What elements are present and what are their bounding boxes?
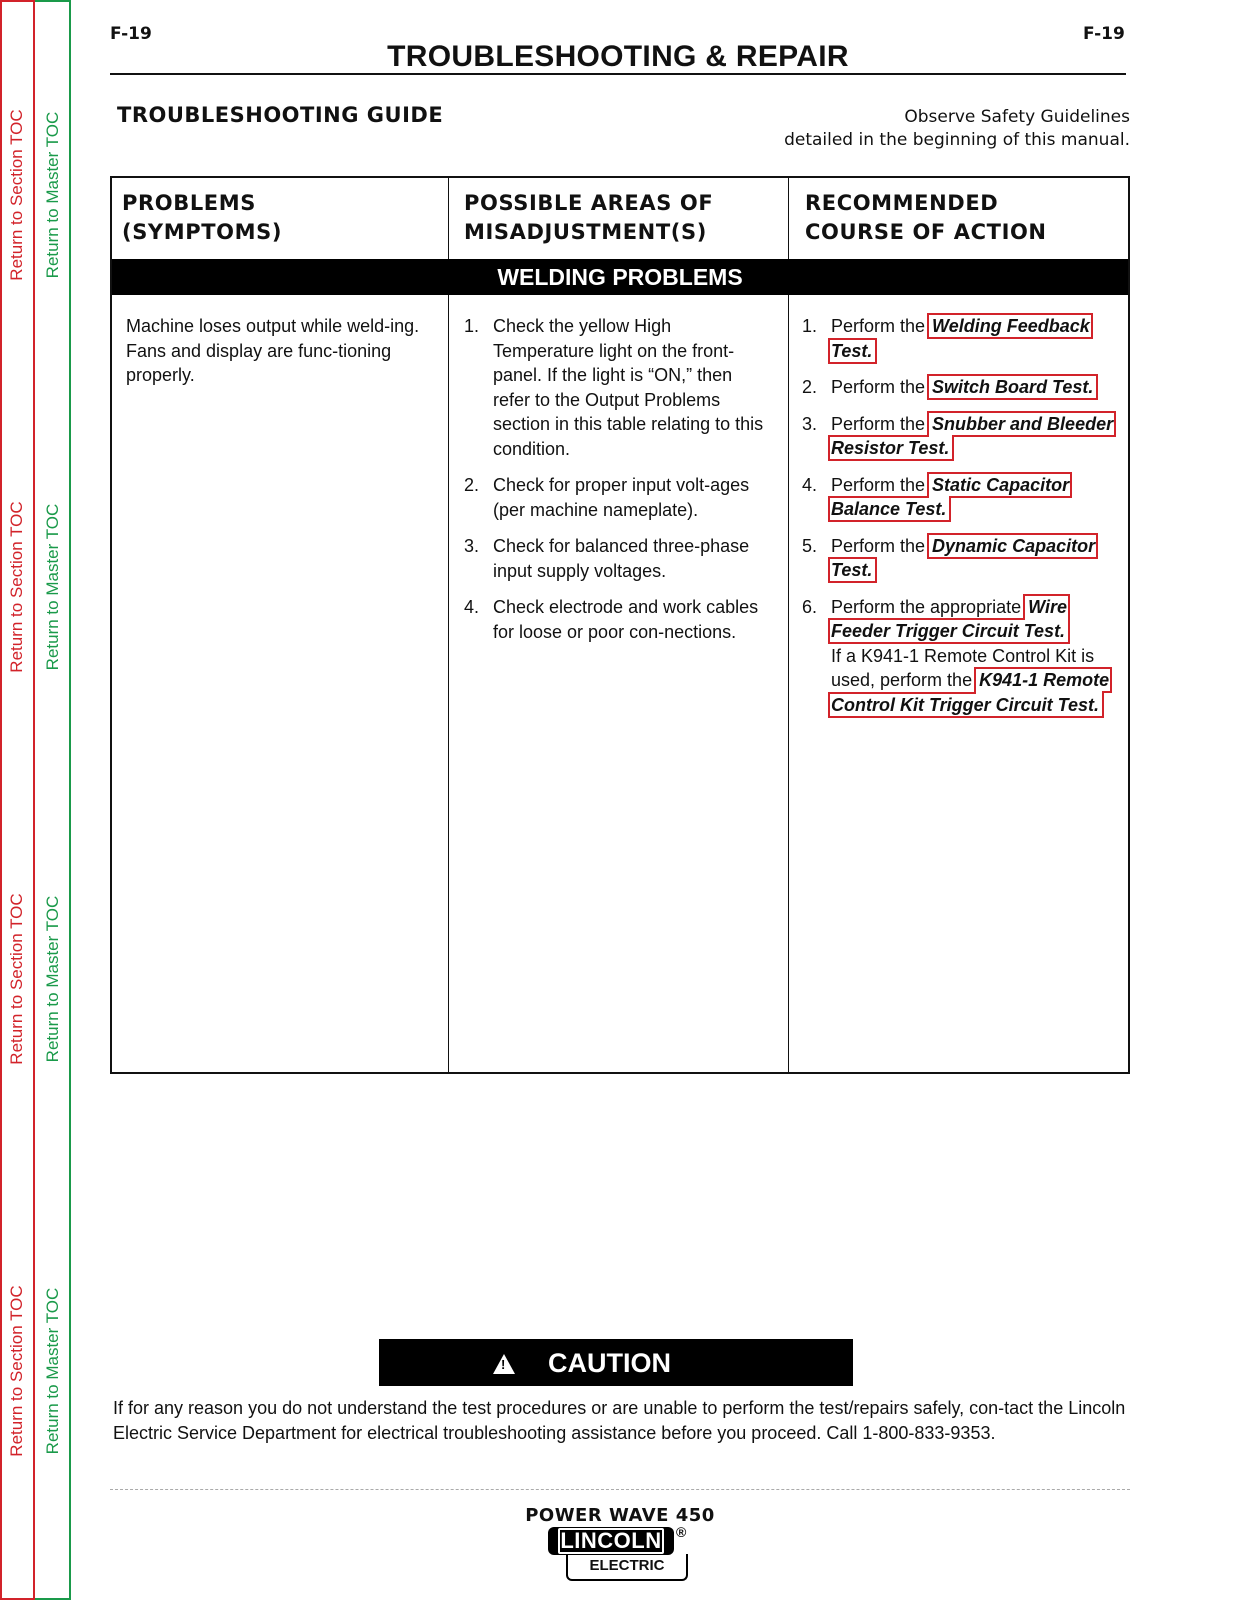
list-item: 6. Perform the appropriate Wire Feeder Trigger Circuit Test. If a K941-1 Remote Control Kit is used, perform the K941-1 Remote Control Kit Trigger Circuit Test.	[802, 596, 1110, 715]
logo-top: LINCOLN	[548, 1527, 674, 1555]
wire-feeder-trigger-circuit-test-link[interactable]: Wire Feeder Trigger Circuit Test.	[831, 596, 1067, 641]
page-number-right: F-19	[1083, 24, 1125, 44]
switch-board-test-link[interactable]: Switch Board Test.	[932, 377, 1094, 397]
model-name: POWER WAVE 450	[525, 1505, 715, 1526]
safety-note	[640, 106, 1130, 152]
warning-triangle-icon: !	[493, 1354, 515, 1374]
list-item: 3. Check for balanced three-phase input supply voltages.	[464, 536, 750, 581]
guide-title: TROUBLESHOOTING GUIDE	[117, 103, 444, 127]
return-to-section-toc-link[interactable]: Return to Section TOC	[7, 893, 26, 1065]
return-to-master-toc-link[interactable]: Return to Master TOC	[43, 895, 62, 1063]
column-divider	[788, 178, 789, 1072]
k941-remote-control-kit-trigger-circuit-test-link[interactable]: K941-1 Remote Control Kit Trigger Circuit Test.	[831, 670, 1110, 715]
lincoln-electric-logo	[548, 1524, 698, 1589]
page-title: TROUBLESHOOTING & REPAIR	[387, 40, 849, 73]
header-problems: PROBLEMS (SYMPTOMS)	[122, 191, 283, 244]
column-divider	[448, 178, 449, 1072]
return-to-master-toc-link[interactable]: Return to Master TOC	[43, 111, 62, 279]
actions-cell	[802, 314, 1118, 729]
return-to-section-toc-link[interactable]: Return to Section TOC	[7, 1285, 26, 1457]
page-number-left: F-19	[110, 24, 152, 44]
problem-cell: Machine loses output while weld-ing. Fans and display are func-tioning properly.	[126, 316, 420, 385]
caution-banner	[379, 1339, 853, 1386]
misadjustments-cell	[464, 314, 774, 656]
section-band-welding-problems: WELDING PROBLEMS	[112, 259, 1128, 295]
safety-note-line1: Observe Safety Guidelines	[904, 107, 1130, 127]
return-to-section-toc-link[interactable]: Return to Section TOC	[7, 501, 26, 673]
snubber-bleeder-resistor-test-link[interactable]: Snubber and Bleeder Resistor Test.	[831, 413, 1114, 458]
header-course-of-action: RECOMMENDED COURSE OF ACTION	[805, 191, 1047, 244]
return-to-section-toc-link[interactable]: Return to Section TOC	[7, 109, 26, 281]
caution-label: CAUTION	[548, 1348, 671, 1378]
list-item: 4. Perform the Static Capacitor Balance Test.	[802, 474, 1070, 519]
safety-note-line2: detailed in the beginning of this manual.	[784, 130, 1130, 150]
list-item: 3. Perform the Snubber and Bleeder Resistor Test.	[802, 413, 1114, 458]
welding-feedback-test-link[interactable]: Welding Feedback Test.	[831, 316, 1090, 361]
list-item: 2. Perform the Switch Board Test.	[802, 377, 1094, 397]
list-item: 4. Check electrode and work cables for loose or poor con-nections.	[464, 597, 759, 642]
return-to-master-toc-link[interactable]: Return to Master TOC	[43, 1287, 62, 1455]
dynamic-capacitor-test-link[interactable]: Dynamic Capacitor Test.	[831, 535, 1096, 580]
list-item: 2. Check for proper input volt-ages (per machine nameplate).	[464, 475, 750, 520]
footer-divider	[110, 1489, 1130, 1490]
list-item: 5. Perform the Dynamic Capacitor Test.	[802, 535, 1096, 580]
header-misadjustments: POSSIBLE AREAS OF MISADJUSTMENT(S)	[464, 191, 714, 244]
return-to-master-toc-link[interactable]: Return to Master TOC	[43, 503, 62, 671]
caution-text: If for any reason you do not understand the test procedures or are unable to perform the test/repairs safely, con-tact the Lincoln Electric Service Department for electrical troubleshooting assistance before you proceed. Call 1-800-833-9353.	[113, 1398, 1126, 1443]
registered-mark: ®	[676, 1524, 687, 1540]
list-item: 1. Check the yellow High Temperature light on the front-panel. If the light is “ON,” then refer to the Output Problems section in this table relating to this condition.	[464, 316, 764, 459]
logo-bottom: ELECTRIC	[566, 1554, 688, 1581]
list-item: 1. Perform the Welding Feedback Test.	[802, 316, 1090, 361]
title-rule	[110, 73, 1126, 75]
troubleshooting-table	[110, 176, 1130, 1074]
static-capacitor-balance-test-link[interactable]: Static Capacitor Balance Test.	[831, 474, 1070, 519]
